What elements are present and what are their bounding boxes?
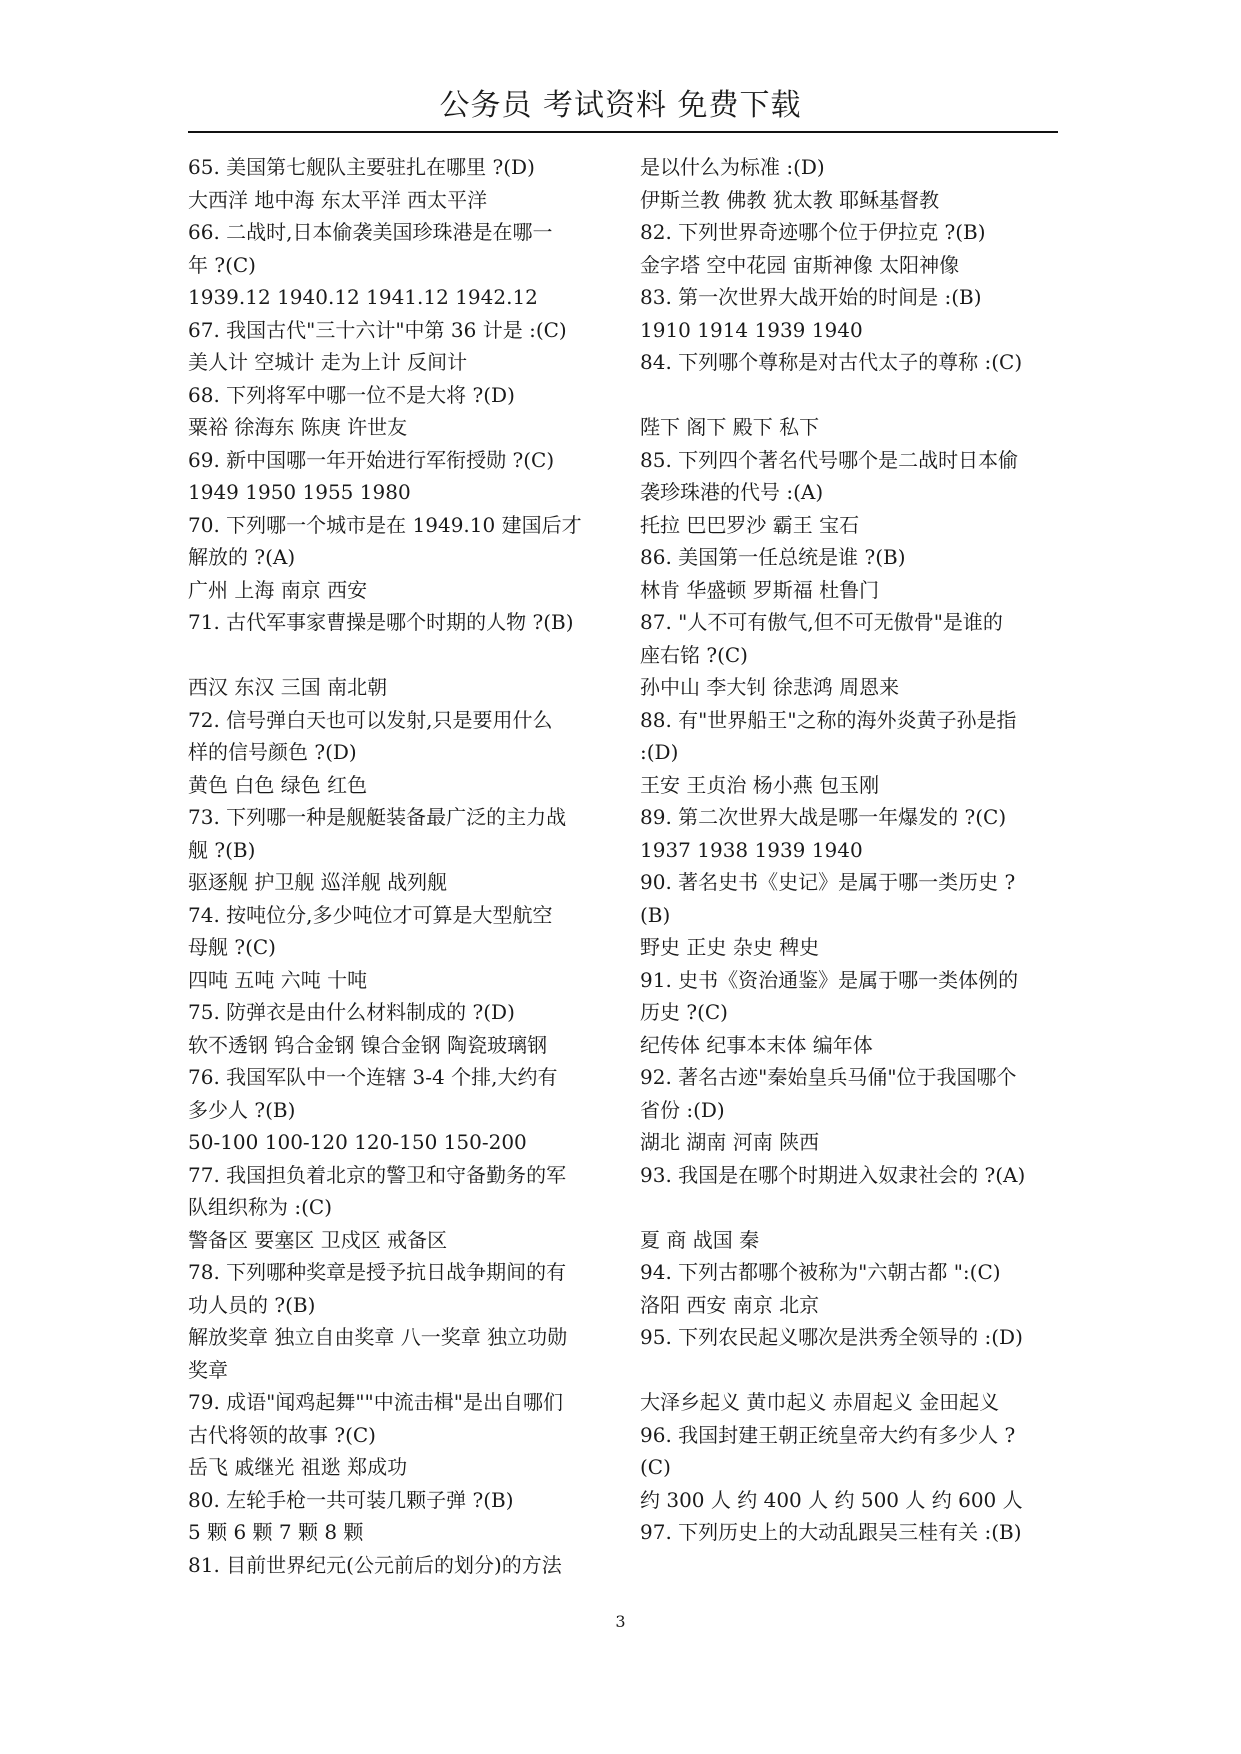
text-line: 78. 下列哪种奖章是授予抗日战争期间的有 [188,1260,567,1284]
text-line: 66. 二战时,日本偷袭美国珍珠港是在哪一 [188,220,553,244]
text-line: (C) [640,1455,671,1479]
text-line: 1949 1950 1955 1980 [188,480,411,504]
text-line: 70. 下列哪一个城市是在 1949.10 建国后才 [188,512,582,537]
text-line: 驱逐舰 护卫舰 巡洋舰 战列舰 [188,870,448,894]
left-text-column [188,151,620,1581]
text-line: 85. 下列四个著名代号哪个是二战时日本偷 [640,447,1019,472]
text-line: 65. 美国第七舰队主要驻扎在哪里 ?(D) [188,155,535,179]
text-line: 样的信号颜色 ?(D) [188,740,357,764]
text-line: 陛下 阁下 殿下 私下 [640,415,820,439]
text-line: 美人计 空城计 走为上计 反间计 [188,350,468,374]
text-line: 50-100 100-120 120-150 150-200 [188,1130,527,1154]
text-line: 岳飞 戚继光 祖逖 郑成功 [188,1455,408,1479]
text-line: 古代将领的故事 ?(C) [188,1422,376,1447]
text-line: 年 ?(C) [188,252,256,277]
text-line: 解放的 ?(A) [188,545,296,569]
text-line: 四吨 五吨 六吨 十吨 [188,967,368,992]
text-line: 袭珍珠港的代号 :(A) [640,480,824,504]
text-line [640,379,1060,412]
text-line: :(D) [640,740,679,764]
text-line: 广州 上海 南京 西安 [188,577,368,602]
text-line: 77. 我国担负着北京的警卫和守备勤务的军 [188,1162,567,1187]
text-line: 71. 古代军事家曹操是哪个时期的人物 ?(B) [188,610,574,634]
text-line: 座右铭 ?(C) [640,642,748,667]
text-line: 警备区 要塞区 卫戍区 戒备区 [188,1227,448,1252]
text-line: 母舰 ?(C) [188,935,276,959]
text-line: 1939.12 1940.12 1941.12 1942.12 [188,285,538,309]
text-line: 约 300 人 约 400 人 约 500 人 约 600 人 [640,1487,1023,1512]
text-line: 托拉 巴巴罗沙 霸王 宝石 [640,512,860,537]
text-line: 是以什么为标准 :(D) [640,155,825,179]
text-line: 89. 第二次世界大战是哪一年爆发的 ?(C) [640,805,1007,829]
text-line: 87. "人不可有傲气,但不可无傲骨"是谁的 [640,610,1003,634]
text-line: 1910 1914 1939 1940 [640,317,863,342]
text-line: 88. 有"世界船王"之称的海外炎黄子孙是指 [640,707,1017,732]
text-line: 73. 下列哪一种是舰艇装备最广泛的主力战 [188,805,567,829]
text-line: 84. 下列哪个尊称是对古代太子的尊称 :(C) [640,350,1023,374]
text-line: 洛阳 西安 南京 北京 [640,1292,820,1317]
text-line: 67. 我国古代"三十六计"中第 36 计是 :(C) [188,317,567,342]
right-text-column [640,151,1060,1549]
text-line: 94. 下列古都哪个被称为"六朝古都 ":(C) [640,1260,1001,1284]
text-line: 92. 著名古迹"秦始皇兵马俑"位于我国哪个 [640,1065,1017,1089]
text-line: 97. 下列历史上的大动乱跟吴三桂有关 :(B) [640,1520,1022,1544]
text-line: 72. 信号弹白天也可以发射,只是要用什么 [188,707,553,732]
text-line: 金字塔 空中花园 宙斯神像 太阳神像 [640,252,960,277]
text-line [188,639,620,672]
page-number: 3 [615,1612,626,1631]
text-line: 79. 成语"闻鸡起舞""中流击楫"是出自哪们 [188,1390,563,1414]
text-line: 大西洋 地中海 东太平洋 西太平洋 [188,187,488,212]
text-line: 多少人 ?(B) [188,1097,296,1122]
text-line: 省份 :(D) [640,1097,725,1122]
text-line: 纪传体 纪事本末体 编年体 [640,1032,873,1057]
text-line: 83. 第一次世界大战开始的时间是 :(B) [640,285,982,309]
text-line: 解放奖章 独立自由奖章 八一奖章 独立功勋 [188,1325,568,1349]
text-line: 夏 商 战国 秦 [640,1227,760,1252]
text-line: 软不透钢 钨合金钢 镍合金钢 陶瓷玻璃钢 [188,1032,548,1057]
text-line: 伊斯兰教 佛教 犹太教 耶稣基督教 [640,187,940,212]
text-line: 86. 美国第一任总统是谁 ?(B) [640,545,906,569]
text-line: 黄色 白色 绿色 红色 [188,772,368,797]
text-line: 80. 左轮手枪一共可装几颗子弹 ?(B) [188,1487,514,1512]
text-line: (B) [640,902,671,927]
page-header-title: 公务员 考试资料 免费下载 [439,88,802,123]
text-line: 82. 下列世界奇迹哪个位于伊拉克 ?(B) [640,220,986,244]
text-line: 68. 下列将军中哪一位不是大将 ?(D) [188,382,515,407]
text-line: 75. 防弹衣是由什么材料制成的 ?(D) [188,1000,515,1024]
text-line: 5 颗 6 颗 7 颗 8 颗 [188,1520,364,1544]
text-line: 湖北 湖南 河南 陕西 [640,1130,820,1154]
text-line: 功人员的 ?(B) [188,1292,316,1317]
text-line: 野史 正史 杂史 稗史 [640,935,820,959]
text-line: 奖章 [188,1357,228,1382]
text-line [640,1191,1060,1224]
text-line: 96. 我国封建王朝正统皇帝大约有多少人 ? [640,1422,1016,1447]
text-line: 队组织称为 :(C) [188,1195,333,1219]
text-line: 粟裕 徐海东 陈庚 许世友 [188,415,408,439]
text-line: 81. 目前世界纪元(公元前后的划分)的方法 [188,1552,562,1577]
text-line: 历史 ?(C) [640,1000,728,1024]
text-line: 林肯 华盛顿 罗斯福 杜鲁门 [640,577,880,602]
text-line: 74. 按吨位分,多少吨位才可算是大型航空 [188,902,553,927]
text-line: 孙中山 李大钊 徐悲鸿 周恩来 [640,675,900,699]
text-line: 舰 ?(B) [188,837,256,862]
text-line: 95. 下列农民起义哪次是洪秀全领导的 :(D) [640,1325,1023,1349]
text-line [640,1354,1060,1387]
text-line: 王安 王贞治 杨小燕 包玉刚 [640,772,880,797]
text-line: 76. 我国军队中一个连辖 3-4 个排,大约有 [188,1065,558,1089]
text-line: 90. 著名史书《史记》是属于哪一类历史 ? [640,870,1016,894]
header-divider [188,131,1058,133]
text-line: 69. 新中国哪一年开始进行军衔授勋 ?(C) [188,447,555,472]
text-line: 1937 1938 1939 1940 [640,837,863,862]
text-line: 西汉 东汉 三国 南北朝 [188,675,388,699]
text-line: 大泽乡起义 黄巾起义 赤眉起义 金田起义 [640,1390,1000,1414]
text-line: 91. 史书《资治通鉴》是属于哪一类体例的 [640,967,1019,992]
text-line: 93. 我国是在哪个时期进入奴隶社会的 ?(A) [640,1162,1026,1187]
